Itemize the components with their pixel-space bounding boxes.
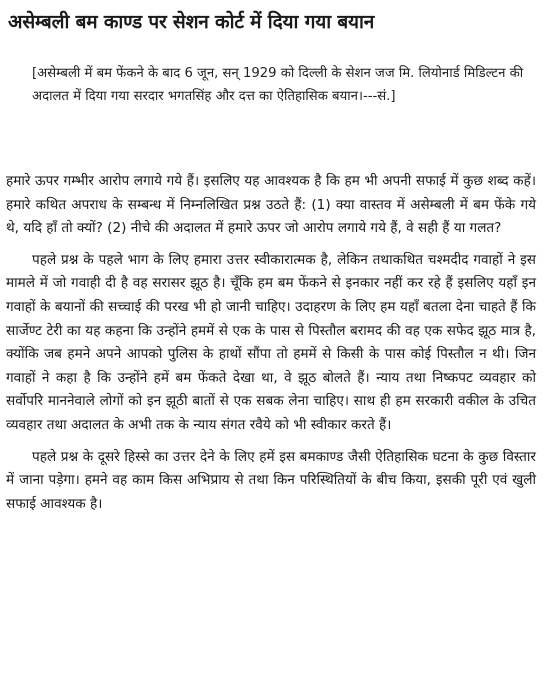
paragraph-2: पहले प्रश्न के पहले भाग के लिए हमारा उत्तर स्वीकारात्मक है, लेकिन तथाकथित चश्मदीद गवाहों ने इस मामले में जो गवाही दी है वह सरासर झूठ है। चूँकि हम बम फेंकने से इनकार नहीं कर रहे हैं इसलिए यहाँ इन गवाहों के बयानों की सच्चाई की परख भी हो जानी चाहिए। उदाहरण के लिए हम यहाँ बतला देना चाहते हैं कि सार्जेण्ट टेरी का यह कहना कि उन्होंने हममें से एक के पास से पिस्तौल बरामद की वह एक सफेद झूठ मात्र है, क्योंकि जब हमने अपने आपको पुलिस के हाथों सौंपा तो हममें से किसी के पास कोई पिस्तौल न थी। जिन गवाहों ने कहा है कि उन्होंने हमें बम फेंकते देखा था, वे झूठ बोलते हैं। न्याय तथा निष्कपट व्यवहार को सर्वोपरि माननेवाले लोगों को इन झूठी बातों से एक सबक लेना चाहिए। साथ ही हम सरकारी वकील के उचित व्यवहार तथा अदालत के अभी तक के न्याय संगत रवैये को भी स्वीकार करते हैं।	[6, 251, 536, 433]
body-text	[6, 170, 536, 524]
paragraph-1: हमारे ऊपर गम्भीर आरोप लगाये गये हैं। इसलिए यह आवश्यक है कि हम भी अपनी सफाई में कुछ शब्द कहें। हमारे कथित अपराध के सम्बन्ध में निम्नलिखित प्रश्न उठते हैं: (1) क्या वास्तव में असेम्बली में बम फेंके गये थे, यदि हाँ तो क्यों? (2) नीचे की अदालत में हमारे ऊपर जो आरोप लगाये गये हैं, वे सही हैं या गलत?	[6, 173, 536, 237]
page-title: असेम्बली बम काण्ड पर सेशन कोर्ट में दिया गया बयान	[8, 11, 375, 33]
paragraph-3: पहले प्रश्न के दूसरे हिस्से का उत्तर देने के लिए हमें इस बमकाण्ड जैसी ऐतिहासिक घटना के कुछ विस्तार में जाना पड़ेगा। हमने वह काम किस अभिप्राय से तथा किन परिस्थितियों के बीच किया, इसकी पूरी एवं खुली सफाई आवश्यक है।	[6, 448, 536, 512]
intro-note: [असेम्बली में बम फेंकने के बाद 6 जून, सन् 1929 को दिल्ली के सेशन जज मि. लियोनार्ड मिडिल्टन की अदालत में दिया गया सरदार भगतसिंह और दत्त का ऐतिहासिक बयान।---सं.]	[32, 66, 524, 104]
